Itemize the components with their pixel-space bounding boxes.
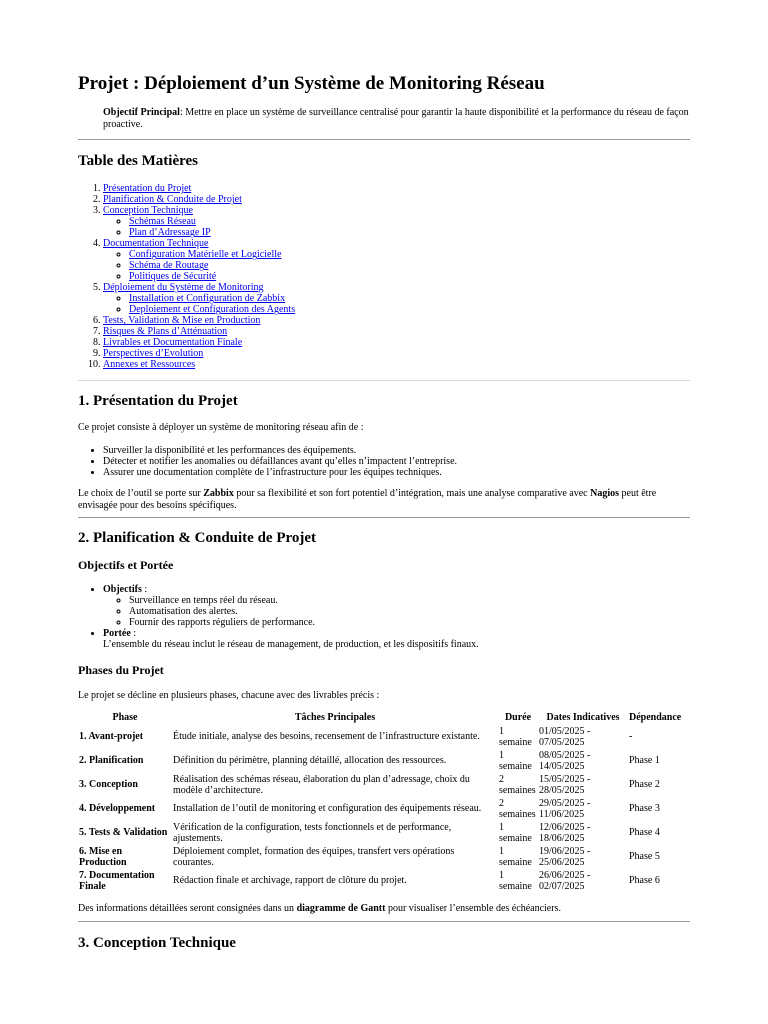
divider — [78, 921, 690, 922]
toc-link-routage[interactable]: Schéma de Routage — [129, 260, 209, 272]
tasks-cell: Rédaction finale et archivage, rapport de clôture du projet. — [173, 875, 407, 887]
dependency-cell: Phase 6 — [629, 875, 660, 887]
toc-heading: Table des Matières — [78, 152, 198, 169]
phase-cell: 4. Développement — [79, 803, 156, 815]
table-row — [78, 845, 690, 869]
toc-link-perspectives[interactable]: Perspectives d’Evolution — [103, 348, 204, 360]
duration-cell: 2 semaines — [499, 773, 536, 796]
s1-tool-choice — [78, 488, 690, 512]
dependency-cell: - — [629, 731, 633, 743]
dependency-cell: Phase 3 — [629, 803, 660, 815]
objectif-text: : Mettre en place un système de surveillance centralisé pour garantir la haute disponibilité et la performance du réseau de façon proactive. — [103, 106, 689, 130]
table-row — [78, 773, 690, 797]
tasks-cell: Vérification de la configuration, tests fonctionnels et de performance, ajustements. — [173, 821, 452, 844]
dependency-cell: Phase 5 — [629, 851, 660, 863]
page-title: Projet : Déploiement d’un Système de Monitoring Réseau — [78, 73, 545, 94]
section-heading-3: 3. Conception Technique — [78, 934, 236, 951]
column-header: Dépendance — [629, 711, 682, 723]
text-span: Le choix de l’outil se porte sur — [78, 487, 204, 499]
dates-cell: 08/05/2025 - 14/05/2025 — [539, 749, 591, 772]
phase-cell: 6. Mise en Production — [79, 845, 127, 868]
duration-cell: 1 semaine — [499, 749, 532, 772]
table-row — [78, 797, 690, 821]
dates-cell: 29/05/2025 - 11/06/2025 — [539, 797, 591, 820]
objectif-label: Objectif Principal — [103, 106, 180, 118]
s2-objectifs-list — [78, 584, 690, 650]
toc-link-annexes[interactable]: Annexes et Ressources — [103, 359, 196, 371]
duration-cell: 1 semaine — [499, 845, 532, 868]
divider — [78, 139, 690, 140]
table-row — [78, 749, 690, 773]
dates-cell: 01/05/2025 - 07/05/2025 — [539, 725, 591, 748]
table-row — [78, 869, 690, 893]
list-item: • Surveiller la disponibilité et les performances des équipements. — [103, 445, 690, 456]
toc-subitem — [129, 293, 690, 304]
toc-link-planification[interactable]: Planification & Conduite de Projet — [103, 194, 242, 206]
dependency-cell: Phase 4 — [629, 827, 660, 839]
toc-item — [103, 337, 690, 348]
toc-item — [103, 238, 690, 282]
toc-link-livrables[interactable]: Livrables et Documentation Finale — [103, 337, 243, 349]
dependency-cell: Phase 2 — [629, 779, 660, 791]
toc-item — [103, 183, 690, 194]
tasks-cell: Installation de l’outil de monitoring et configuration des équipements réseau. — [173, 803, 482, 815]
tasks-cell: Déploiement complet, formation des équipes, transfert vers opérations courantes. — [173, 845, 455, 868]
list-item: ◦ Surveillance en temps réel du réseau. — [129, 595, 690, 606]
text-span: peut être envisagée pour des besoins spécifiques. — [78, 487, 657, 511]
duration-cell: 1 semaine — [499, 869, 532, 892]
objectifs-sublist — [103, 595, 690, 628]
text-span: pour sa flexibilité et son fort potentiel d’intégration, mais une analyse comparative avec — [233, 487, 591, 499]
toc-link-conception[interactable]: Conception Technique — [103, 205, 193, 217]
toc-link-tests[interactable]: Tests, Validation & Mise en Production — [103, 315, 261, 327]
table-row — [78, 725, 690, 749]
toc-item — [103, 315, 690, 326]
dates-cell: 26/06/2025 - 02/07/2025 — [539, 869, 591, 892]
portee-text: L’ensemble du réseau inclut le réseau de management, de production, et les dispositifs finaux. — [103, 638, 479, 650]
duration-cell: 2 semaines — [499, 797, 536, 820]
table-row — [78, 821, 690, 845]
divider — [78, 380, 690, 381]
toc-item — [103, 282, 690, 315]
tasks-cell: Étude initiale, analyse des besoins, recensement de l’infrastructure existante. — [173, 731, 480, 743]
objectif-paragraph — [103, 107, 690, 131]
toc-link-securite[interactable]: Politiques de Sécurité — [129, 271, 217, 283]
s1-intro: Ce projet consiste à déployer un système de monitoring réseau afin de : — [78, 421, 364, 433]
toc-sublist — [103, 216, 690, 238]
text-span: Des informations détaillées seront consignées dans un — [78, 902, 297, 914]
toc-link-documentation[interactable]: Documentation Technique — [103, 238, 209, 250]
phase-cell: 3. Conception — [79, 779, 138, 791]
section-heading-1: 1. Présentation du Projet — [78, 393, 238, 410]
dependency-cell: Phase 1 — [629, 755, 660, 767]
toc-subitem — [129, 260, 690, 271]
phases-table — [78, 710, 690, 893]
table-header-row — [78, 710, 690, 725]
toc-link-adressage[interactable]: Plan d’Adressage IP — [129, 227, 211, 239]
gantt-paragraph — [78, 903, 690, 915]
objectifs-heading: Objectifs et Portée — [78, 558, 174, 573]
toc-item — [103, 205, 690, 238]
toc-item — [103, 194, 690, 205]
column-header: Tâches Principales — [294, 711, 376, 723]
tasks-cell: Définition du périmètre, planning détaillé, allocation des ressources. — [173, 755, 447, 767]
list-item: ◦ Fournir des rapports réguliers de performance. — [129, 617, 690, 628]
toc-link-risques[interactable]: Risques & Plans d’Atténuation — [103, 326, 228, 338]
list-item — [103, 628, 690, 650]
toc-item — [103, 359, 690, 370]
list-item: • Assurer une documentation complète de l’infrastructure pour les équipes techniques. — [103, 467, 690, 478]
toc-subitem — [129, 249, 690, 260]
toc-item — [103, 348, 690, 359]
toc-link-agents[interactable]: Deploiement et Configuration des Agents — [129, 304, 296, 316]
tasks-cell: Réalisation des schémas réseau, élaboration du plan d’adressage, choix du modèle d’architecture. — [173, 773, 470, 796]
toc-subitem — [129, 271, 690, 282]
toc-link-deploiement[interactable]: Déploiement du Système de Monitoring — [103, 282, 264, 294]
toc-link-presentation[interactable]: Présentation du Projet — [103, 183, 192, 195]
separator: : — [130, 627, 137, 639]
list-item — [103, 584, 690, 628]
column-header: Phase — [112, 711, 138, 723]
phases-intro: Le projet se décline en plusieurs phases, chacune avec des livrables précis : — [78, 689, 380, 701]
list-item: • Détecter et notifier les anomalies ou défaillances avant qu’elles n’impactent l’entreprise. — [103, 456, 690, 467]
dates-cell: 12/06/2025 - 18/06/2025 — [539, 821, 591, 844]
toc-link-zabbix[interactable]: Installation et Configuration de Zabbix — [129, 293, 286, 305]
zabbix-term: Zabbix — [203, 487, 234, 499]
table-of-contents — [78, 183, 690, 370]
toc-subitem — [129, 216, 690, 227]
text-span: pour visualiser l’ensemble des échéanciers. — [385, 902, 561, 914]
list-item: ◦ Automatisation des alertes. — [129, 606, 690, 617]
toc-subitem — [129, 227, 690, 238]
toc-link-schemas[interactable]: Schémas Réseau — [129, 216, 196, 228]
toc-subitem — [129, 304, 690, 315]
portee-label: Portée — [103, 627, 131, 639]
toc-sublist — [103, 249, 690, 282]
nagios-term: Nagios — [590, 487, 620, 499]
dates-cell: 15/05/2025 - 28/05/2025 — [539, 773, 591, 796]
phase-cell: 1. Avant-projet — [79, 731, 144, 743]
toc-link-configuration[interactable]: Configuration Matérielle et Logicielle — [129, 249, 282, 261]
phases-heading: Phases du Projet — [78, 662, 164, 677]
toc-sublist — [103, 293, 690, 315]
divider — [78, 517, 690, 518]
phase-cell: 5. Tests & Validation — [79, 827, 168, 839]
phase-cell: 2. Planification — [79, 755, 144, 767]
objectifs-label: Objectifs — [103, 583, 142, 595]
toc-item — [103, 326, 690, 337]
s1-bullet-list — [78, 445, 690, 478]
gantt-term: diagramme de Gantt — [296, 902, 386, 914]
column-header: Durée — [504, 711, 532, 723]
duration-cell: 1 semaine — [499, 725, 532, 748]
dates-cell: 19/06/2025 - 25/06/2025 — [539, 845, 591, 868]
duration-cell: 1 semaine — [499, 821, 532, 844]
section-heading-2: 2. Planification & Conduite de Projet — [78, 529, 317, 546]
phase-cell: 7. Documentation Finale — [79, 869, 155, 892]
separator: : — [141, 583, 148, 595]
column-header: Dates Indicatives — [546, 711, 620, 723]
